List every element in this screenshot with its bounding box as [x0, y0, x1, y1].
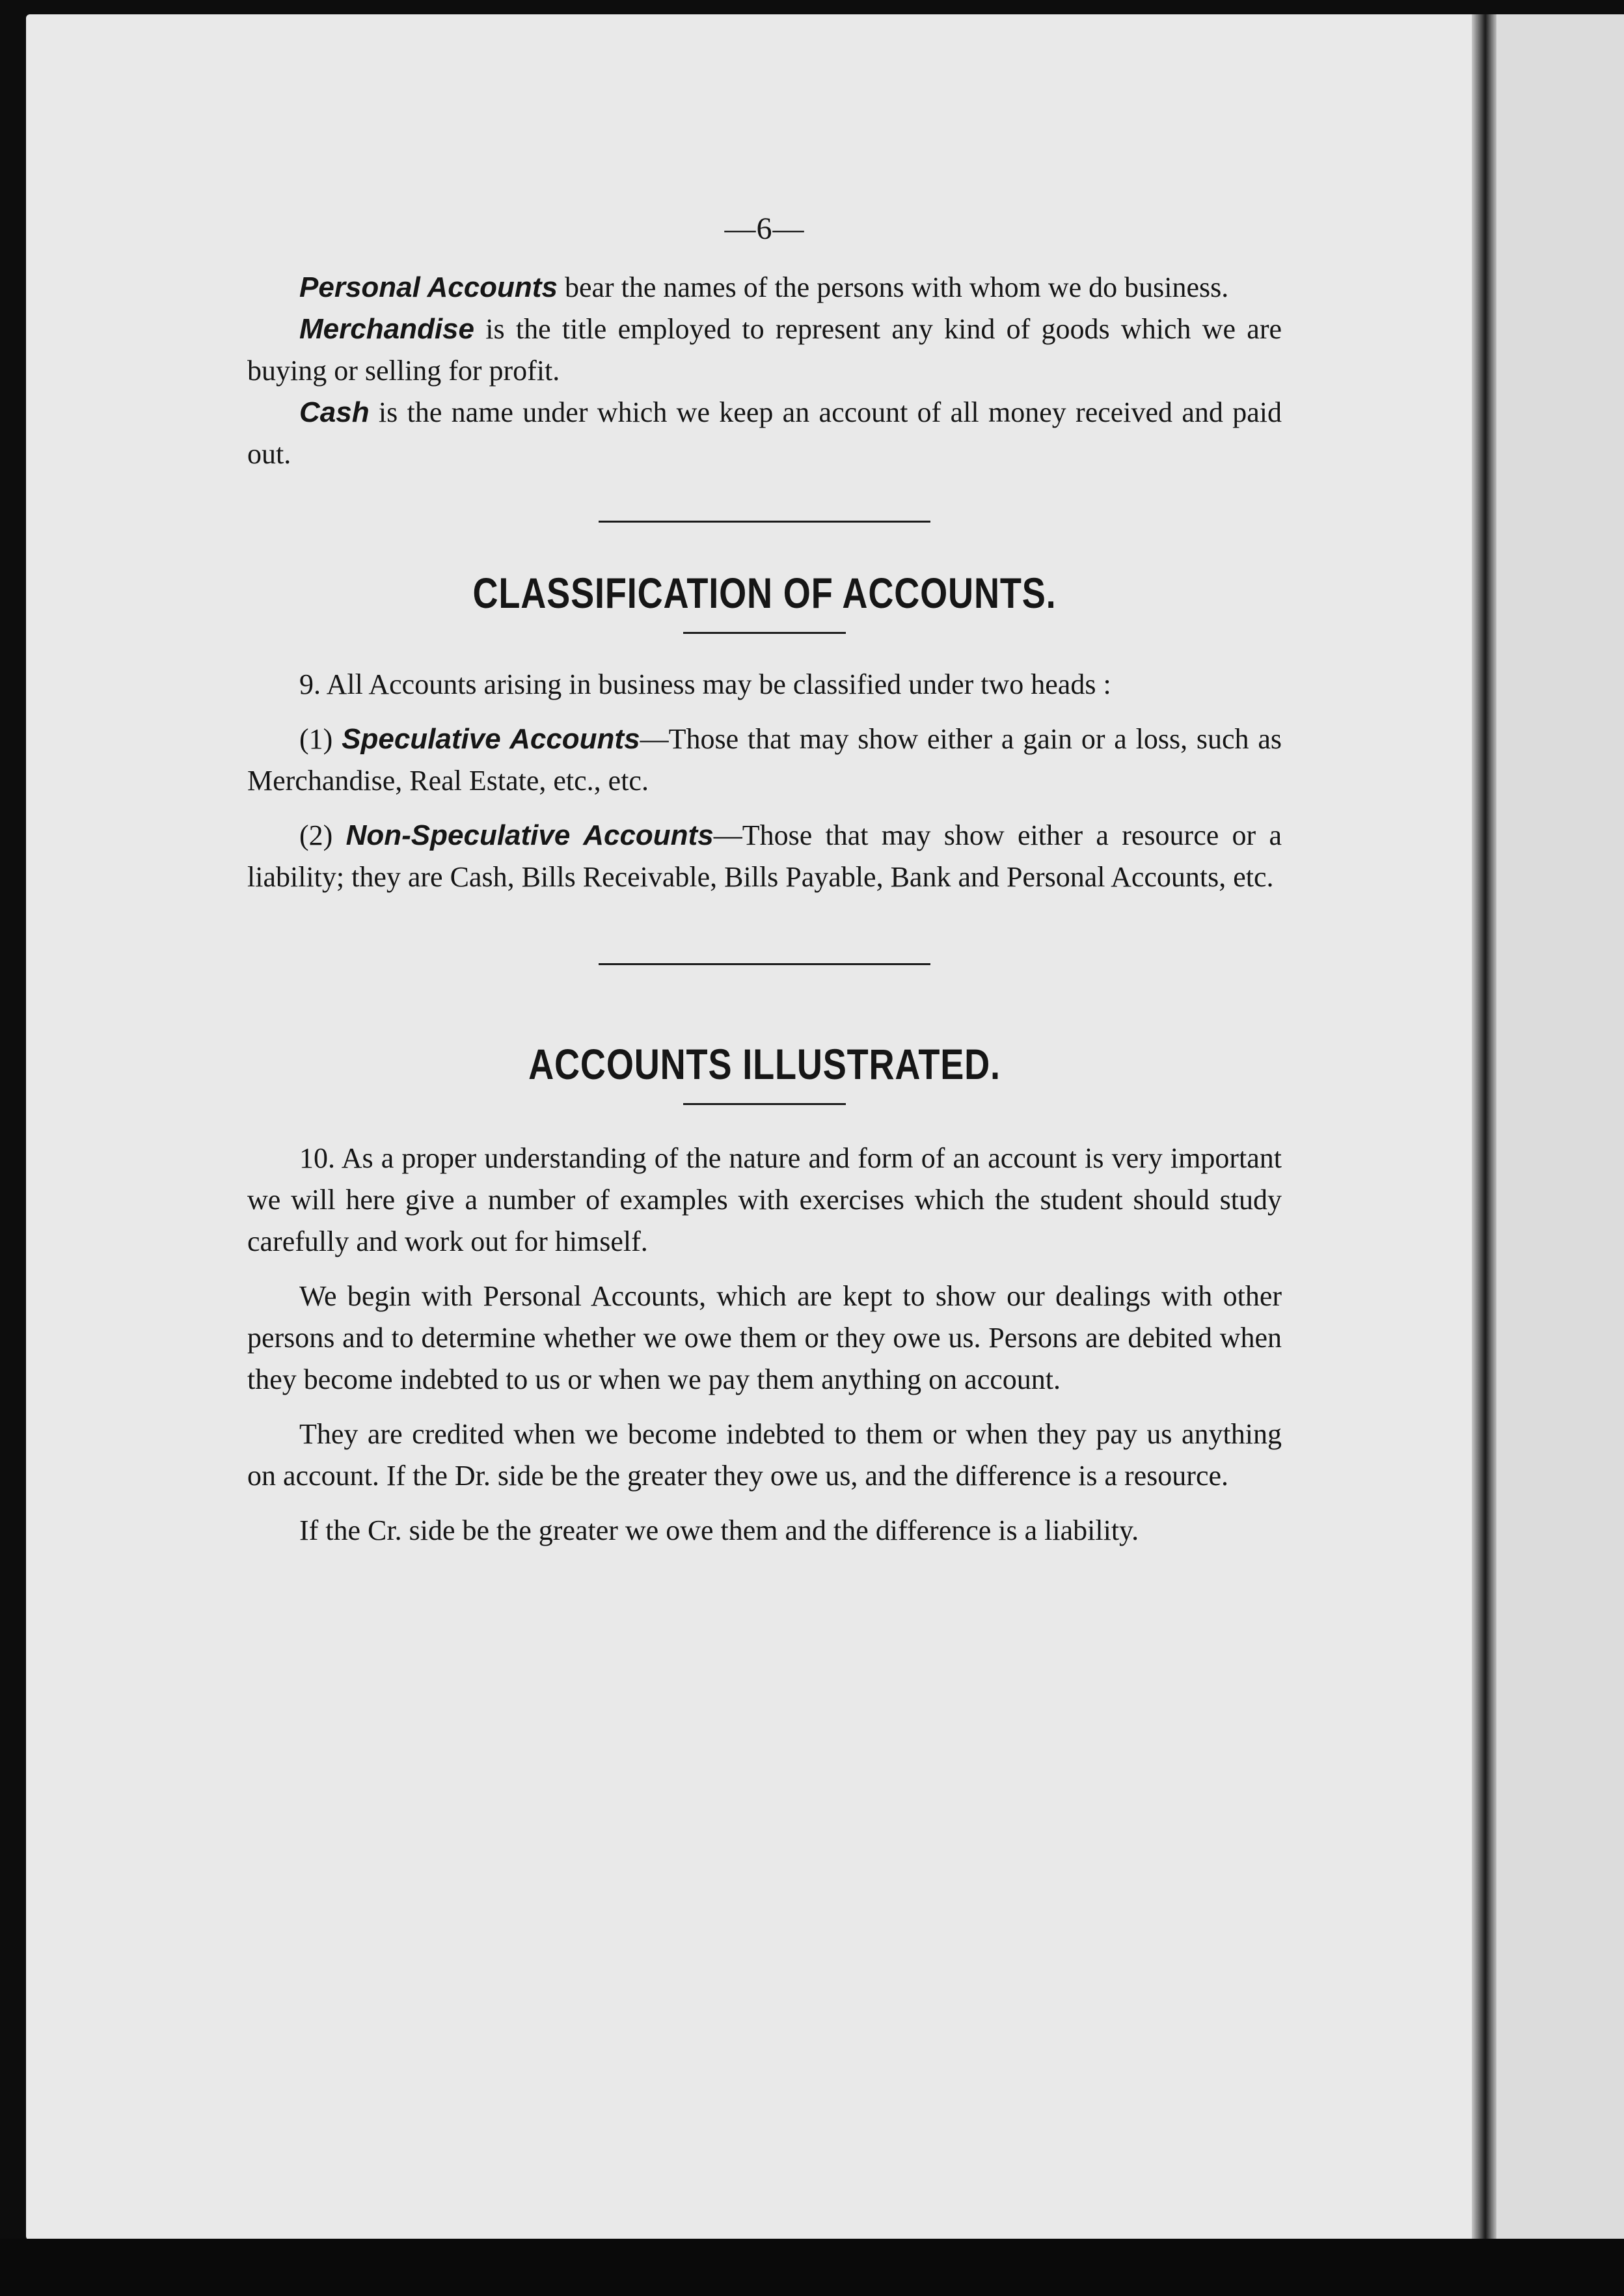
term-merchandise: Merchandise — [299, 313, 474, 345]
definition-text: bear the names of the persons with whom we do business. — [557, 271, 1229, 303]
item-number: (1) — [299, 723, 342, 755]
term-non-speculative-accounts: Non-Speculative Accounts — [345, 819, 714, 851]
intro-merchandise — [247, 308, 1282, 392]
section-heading-classification: CLASSIFICATION OF ACCOUNTS. — [472, 569, 1057, 617]
section-heading-accounts-illustrated: ACCOUNTS ILLUSTRATED. — [528, 1040, 1001, 1088]
item-text: —Those that may show either a gain or a loss, such as Merchandise, Real Estate, etc., etc. — [247, 723, 1282, 797]
paragraph-credited: They are credited when we become indebted to them or when they pay us anything on account. If the Dr. side be the greater they owe us, and the difference is a resource. — [247, 1418, 1282, 1492]
paragraph-9: 9. All Accounts arising in business may be classified under two heads : — [299, 668, 1111, 700]
definition-text: is the name under which we keep an account of all money received and paid out. — [247, 396, 1282, 470]
intro-personal-accounts — [247, 267, 1282, 308]
book-gutter — [1472, 14, 1496, 2240]
scan-bottom-border — [0, 2239, 1624, 2296]
page-text — [247, 195, 1282, 1551]
item-number: (2) — [299, 819, 346, 851]
classification-item-speculative — [247, 718, 1282, 802]
paragraph-personal-accounts: We begin with Personal Accounts, which are kept to show our dealings with other persons and to determine whether we owe them or they owe us. Persons are debited when they become indebted to us or when we pay them anything on account. — [247, 1280, 1282, 1395]
facing-page-edge — [1496, 14, 1624, 2240]
definition-text: is the title employed to represent any kind of goods which we are buying or selling for profit. — [247, 313, 1282, 387]
paragraph-10: 10. As a proper understanding of the nature and form of an account is very important we will here give a number of examples with exercises which the student should study carefully and work out for himself. — [247, 1142, 1282, 1257]
classification-item-non-speculative — [247, 815, 1282, 898]
term-speculative-accounts: Speculative Accounts — [342, 723, 640, 755]
term-cash: Cash — [299, 396, 370, 428]
page-number: —6— — [724, 212, 805, 246]
paragraph-liability: If the Cr. side be the greater we owe them and the difference is a liability. — [299, 1514, 1139, 1546]
term-personal-accounts: Personal Accounts — [299, 271, 558, 303]
item-text: —Those that may show either a resource or a liability; they are Cash, Bills Receivable, Bills Payable, Bank and Personal Accounts, etc. — [247, 819, 1282, 893]
intro-cash — [247, 392, 1282, 475]
